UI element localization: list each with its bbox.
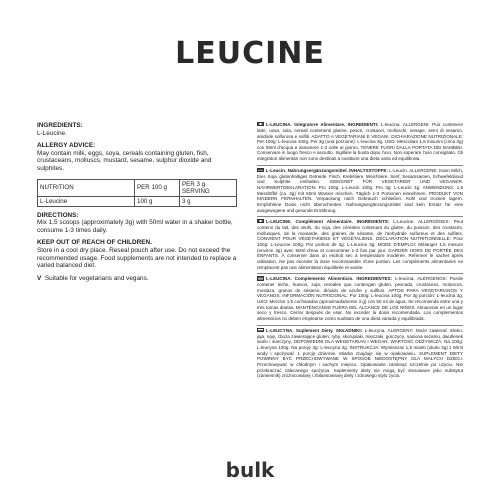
nutrition-row: [38, 196, 237, 206]
translations-panel: [257, 122, 463, 382]
section-german: [257, 166, 463, 217]
section-text: L-Leucin. ALLERGENE: Kann Milch, Eier, Soja, glutenhaltiges Getreide, Fisch, Krebstiere, Weichtiere, Senf, Sesamsamen, Schwefeldioxid und Sulphite enthalten. GEEIGNET FÜR VEGETARIER UND VEGANER. NÄHRWERTDEKLARATION: Pro 100g: L-Leucin 100g. Pro 3g: L-Leucin 3g. ANWENDUNG: 1,5 Messlöffel (ca. 3g) mit 50ml Wasser mischen. Täglich 1-3 Portionen einnehmen. PRODUKT VON KINDERN FERNHALTEN. Verpackung nach Gebrauch schließen. Kühl und trocken lagern. Empfohlene Dosis nicht überschreiten. Nahrungsergänzungsmittel sind kein Ersatz für eine ausgewogene und gesunde Ernährung.: [257, 167, 463, 213]
section-text: L-leucyna. ALERGENY: Może zawierać mleko, jaja, soję, zboża zawierające gluten, ryby, skorupiaki, mięczaki, gorczycę, nasiona sezamu, dwutlenek siarki i siarczyny. ODPOWIEDNI DLA WEGETARIAN I WEGAN. WARTOŚĆ ODŻYWCZA: Na 100g: L-leucyna 100g. Na porcję 3g: L-leucyna 3g. INSTRUKCJA: Wymieszać 1,5 miarki (około 3g) z 50ml wody i spożywać 1 porcję dziennie. Miarka znajduje się w opakowaniu. SUPLEMENT DIETY POWINNY BYĆ PRZECHOWYWANE W SPOSÓB NIEDOSTĘPNY DLA MAŁYCH DZIECI. Przechowywać w chłodnym i suchym miejscu. Opakowanie zamknąć szczelnie po użyciu. Nie przekraczać zalecanego spożycia. Suplementy diety nie mogą być stosowane jako substytut (zamiennik) zróżnicowanej i zbilansowanej diety i zdrowego stylu życia.: [257, 327, 464, 379]
france-flag-icon: [257, 219, 264, 223]
ingredients-text: L-Leucine.: [37, 129, 67, 137]
allergy-heading: ALLERGY ADVICE:: [37, 142, 96, 150]
nutrition-cell: 100 g: [135, 196, 180, 206]
allergy-text: May contain milk, eggs, soya, cereals containing gluten, fish, crustaceans, molluscs, mustard, sesame, sulphur dioxide and sulphites.: [37, 149, 212, 172]
section-text: L-leucina. ALLERGENI: Può contenere latte, uova, soia, cereali contenenti glutine, pesce, crostacei, molluschi, senape, semi di sesamo, anidride solforosa e solfiti. ADATTO A VEGETARIANI E VEGANI. DICHIARAZIONE NUTRIZIONALE: Per 100g: L-leucina 100g. Per 3g (una porzione): L-leucina 3g. USO: Mescolare 1,5 misurini (circa 3g) con 50ml d'acqua e assumere 1-3 volte al giorno. TENERE FUORI DALLA PORTATA DEI BAMBINI. Conservare in luogo fresco e asciutto. Sigillare la busta dopo l'uso. Non superare l'uso consigliato. Gli integratori alimentari non sono destinati a sostituire una dieta varia ed equilibrata.: [257, 122, 464, 162]
section-spanish: [257, 274, 463, 325]
product-title: LEUCINE: [175, 36, 325, 71]
directions-text: Mix 1.5 scoops (approximately 3g) with 50ml water in a shaker bottle, consume 1-3 times daily.: [37, 219, 233, 234]
section-lead: L-LEUCINA. Complemento Alimenticio. INGREDIENTES:: [266, 276, 393, 282]
section-french: [257, 217, 463, 274]
nutrition-cell: 3 g: [180, 196, 237, 206]
nutrition-cell: L-Leucine: [38, 196, 135, 206]
section-lead: L-LEUCYNA. Suplement Diety. SKŁADNIKI:: [266, 327, 363, 333]
section-text: L-Leucine. ALLERGÈNES: Peut contenir du lait, des œufs, du soja, des céréales contenant du gluten, du poisson, des crustacés, mollusques, de la moutarde, des graines de sésame, de l'anhydride sulfureux et des sulfites. CONVIENT POUR VÉGÉTARIENS ET VÉGÉTALIENS. DÉCLARATION NUTRITIONNELLE: Pour 100g: L-Leucine 100g. Par portion de 3g: L-Leucine 3g. MODE D'EMPLOI: Mélanger 1,5 mesure (environ 3g) avec 50ml d'eau et consommer 1-3 fois par jour. GARDER HORS DE PORTÉE DES ENFANTS. À conserver dans un endroit sec à température modérée. Refermer le sachet après utilisation. Ne pas excéder la dose recommandée d'une portion. Les compléments alimentaires ne remplacent pas une alimentation équilibrée et variée.: [257, 219, 463, 270]
ingredients-heading: INGREDIENTS:: [37, 122, 83, 129]
vegan-text: Suitable for vegetarians and vegans.: [44, 274, 149, 282]
brand-logo: bulk: [225, 458, 275, 482]
section-lead: L-Leucin. Nahrungsergänzungsmittel. INHALTSSTOFFE:: [266, 167, 388, 173]
germany-flag-icon: [257, 168, 264, 172]
section-polish: [257, 326, 463, 382]
section-italian: [257, 122, 463, 166]
nutrition-table: [37, 179, 237, 207]
vegan-line: [37, 275, 237, 283]
keep-out-heading: KEEP OUT OF REACH OF CHILDREN.: [37, 239, 152, 247]
section-lead: L-LEUCINE. Complément Alimentaire. INGRÉDIENTS:: [266, 219, 390, 225]
directions-heading: DIRECTIONS:: [37, 211, 79, 219]
nutrition-header-row: [38, 179, 237, 196]
section-text: L-leucina. ALÉRGENOS: Puede contener leche, huevos, soja, cereales que contengan gluten, pescado, crustáceos, moluscos, mostaza, granos de sésamo, dióxido de azufre y sulfitos. APTOS PARA VEGETARIANOS Y VEGANOS. INFORMACIÓN NUTRICIONAL: Por 100g: L-leucina 100g. Por 3g porción: L-leucina 3g. USO: Mezclar 1,5 cucharadas (aproximadamente 3 g) con 50 ml de agua. Se recomienda entre una y tres tomas diarias. MANTÉNGANSE FUERA DEL ALCANCE DE LOS NIÑOS. Almacenar en un lugar seco y fresco. Cerrar después de usar. No exceder la dosis recomendada. Los complementos alimenticios no deben emplearse como sustituto de una dieta variada y equilibrada.: [257, 276, 463, 322]
english-label-panel: [37, 122, 237, 282]
storage-text: Store in a cool dry place. Reseal pouch after use. Do not exceed the recommended usage. Food supplements are not intended to replace a varied balanced diet.: [37, 246, 237, 270]
nutrition-header-cell: PER 3 g SERVING: [180, 179, 237, 196]
nutrition-header-cell: NUTRITION: [38, 179, 135, 196]
nutrition-header-cell: PER 100 g: [135, 179, 180, 196]
italy-flag-icon: [257, 122, 264, 126]
section-lead: L-LEUCINA. Integratore Alimentare. INGREDIENTI:: [266, 122, 379, 128]
poland-flag-icon: [257, 328, 264, 332]
spain-flag-icon: [257, 276, 264, 280]
vegan-icon: V: [37, 274, 42, 282]
